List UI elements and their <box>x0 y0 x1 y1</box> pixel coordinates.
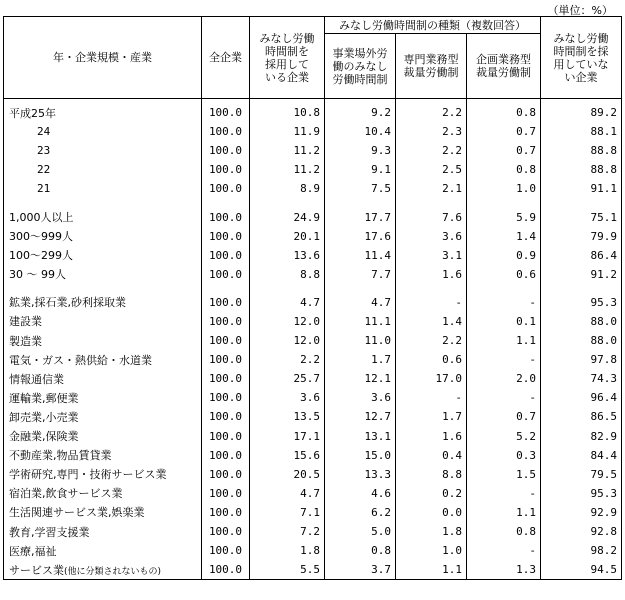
cell-not: 84.4 <box>541 446 622 465</box>
cell-all: 100.0 <box>202 350 250 369</box>
cell-not: 96.4 <box>541 388 622 407</box>
cell-not: 86.5 <box>541 407 622 426</box>
cell-all: 100.0 <box>202 484 250 503</box>
cell-all: 100.0 <box>202 541 250 560</box>
header-type2: 専門業務型 裁量労働制 <box>396 34 467 99</box>
cell-t2: 1.1 <box>396 560 467 580</box>
cell-adopt: 1.8 <box>250 541 325 560</box>
row-label: 学術研究,専門・技術サービス業 <box>4 465 202 484</box>
cell-t1: 10.4 <box>325 122 396 141</box>
cell-all: 100.0 <box>202 141 250 160</box>
cell-t1: 7.7 <box>325 265 396 284</box>
cell-t1: 0.8 <box>325 541 396 560</box>
cell-t2: 2.2 <box>396 331 467 350</box>
row-label-note: (他に分類されないもの) <box>64 566 162 577</box>
cell-not: 94.5 <box>541 560 622 580</box>
cell-t3: 5.9 <box>467 207 541 226</box>
row-label: 300～999人 <box>4 227 202 246</box>
cell-adopt: 11.9 <box>250 122 325 141</box>
cell-not: 88.0 <box>541 312 622 331</box>
cell-t3: 0.7 <box>467 141 541 160</box>
table-row <box>4 541 622 560</box>
cell-all: 100.0 <box>202 522 250 541</box>
cell-t3: 1.0 <box>467 179 541 198</box>
cell-t3: 0.1 <box>467 312 541 331</box>
table-row <box>4 227 622 246</box>
cell-t2: - <box>396 388 467 407</box>
cell-all: 100.0 <box>202 160 250 179</box>
cell-adopt: 7.2 <box>250 522 325 541</box>
header-all: 全企業 <box>202 17 250 99</box>
cell-not: 74.3 <box>541 369 622 388</box>
cell-adopt: 24.9 <box>250 207 325 226</box>
table-row <box>4 369 622 388</box>
cell-adopt: 4.7 <box>250 484 325 503</box>
cell-t1: 9.2 <box>325 99 396 123</box>
row-label: 電気・ガス・熱供給・水道業 <box>4 350 202 369</box>
cell-t2: 1.7 <box>396 407 467 426</box>
cell-t3: 1.1 <box>467 503 541 522</box>
cell-adopt: 3.6 <box>250 388 325 407</box>
cell-t2: 2.2 <box>396 141 467 160</box>
row-label: 医療,福祉 <box>4 541 202 560</box>
cell-t1: 17.7 <box>325 207 396 226</box>
cell-t2: 0.6 <box>396 350 467 369</box>
cell-not: 75.1 <box>541 207 622 226</box>
cell-t1: 6.2 <box>325 503 396 522</box>
table-row <box>4 160 622 179</box>
cell-t2: - <box>396 293 467 312</box>
cell-all: 100.0 <box>202 503 250 522</box>
row-label: 金融業,保険業 <box>4 427 202 446</box>
cell-t2: 2.2 <box>396 99 467 123</box>
cell-t3: - <box>467 388 541 407</box>
cell-adopt: 2.2 <box>250 350 325 369</box>
cell-t2: 8.8 <box>396 465 467 484</box>
header-type3: 企画業務型 裁量労働制 <box>467 34 541 99</box>
group-spacer <box>4 284 622 293</box>
group-spacer <box>4 198 622 207</box>
cell-t1: 3.7 <box>325 560 396 580</box>
cell-adopt: 8.8 <box>250 265 325 284</box>
cell-t2: 2.3 <box>396 122 467 141</box>
row-label: 製造業 <box>4 331 202 350</box>
cell-all: 100.0 <box>202 388 250 407</box>
table-row <box>4 246 622 265</box>
cell-t2: 7.6 <box>396 207 467 226</box>
cell-t3: 0.8 <box>467 160 541 179</box>
row-label: 鉱業,採石業,砂利採取業 <box>4 293 202 312</box>
cell-t1: 11.1 <box>325 312 396 331</box>
cell-adopt: 13.5 <box>250 407 325 426</box>
cell-t1: 9.3 <box>325 141 396 160</box>
cell-t2: 0.0 <box>396 503 467 522</box>
cell-all: 100.0 <box>202 407 250 426</box>
header-group-title: みなし労働時間制の種類（複数回答） <box>325 17 541 34</box>
cell-not: 79.5 <box>541 465 622 484</box>
cell-not: 92.8 <box>541 522 622 541</box>
cell-t3: 0.3 <box>467 446 541 465</box>
cell-t1: 13.3 <box>325 465 396 484</box>
cell-adopt: 20.1 <box>250 227 325 246</box>
row-label: 情報通信業 <box>4 369 202 388</box>
cell-t2: 2.5 <box>396 160 467 179</box>
cell-not: 88.8 <box>541 141 622 160</box>
cell-all: 100.0 <box>202 99 250 123</box>
cell-t3: 2.0 <box>467 369 541 388</box>
row-label: 生活関連サービス業,娯楽業 <box>4 503 202 522</box>
cell-not: 82.9 <box>541 427 622 446</box>
cell-t1: 4.6 <box>325 484 396 503</box>
cell-all: 100.0 <box>202 246 250 265</box>
cell-all: 100.0 <box>202 465 250 484</box>
cell-all: 100.0 <box>202 207 250 226</box>
cell-t2: 1.4 <box>396 312 467 331</box>
cell-all: 100.0 <box>202 312 250 331</box>
cell-not: 91.2 <box>541 265 622 284</box>
cell-not: 91.1 <box>541 179 622 198</box>
cell-t2: 1.8 <box>396 522 467 541</box>
cell-t2: 0.4 <box>396 446 467 465</box>
cell-t2: 2.1 <box>396 179 467 198</box>
cell-all: 100.0 <box>202 293 250 312</box>
cell-adopt: 8.9 <box>250 179 325 198</box>
table-row <box>4 465 622 484</box>
cell-adopt: 7.1 <box>250 503 325 522</box>
table-row <box>4 560 622 580</box>
unit-label: （単位：%） <box>547 4 613 17</box>
row-label: 22 <box>4 160 202 179</box>
cell-t1: 17.6 <box>325 227 396 246</box>
cell-adopt: 12.0 <box>250 312 325 331</box>
table-row <box>4 122 622 141</box>
cell-t1: 9.1 <box>325 160 396 179</box>
cell-not: 88.0 <box>541 331 622 350</box>
cell-t3: 1.5 <box>467 465 541 484</box>
cell-t1: 12.1 <box>325 369 396 388</box>
row-label: サービス業(他に分類されないもの) <box>4 560 202 580</box>
row-label: 運輸業,郵便業 <box>4 388 202 407</box>
cell-not: 95.3 <box>541 484 622 503</box>
cell-t1: 4.7 <box>325 293 396 312</box>
cell-t3: 0.7 <box>467 122 541 141</box>
cell-not: 89.2 <box>541 99 622 123</box>
cell-t2: 17.0 <box>396 369 467 388</box>
cell-t3: 0.6 <box>467 265 541 284</box>
table-row <box>4 407 622 426</box>
cell-not: 88.1 <box>541 122 622 141</box>
table-row <box>4 388 622 407</box>
cell-t2: 1.6 <box>396 427 467 446</box>
cell-all: 100.0 <box>202 369 250 388</box>
row-label: 21 <box>4 179 202 198</box>
cell-adopt: 17.1 <box>250 427 325 446</box>
cell-t3: 1.4 <box>467 227 541 246</box>
cell-t3: - <box>467 484 541 503</box>
table-row <box>4 503 622 522</box>
cell-adopt: 11.2 <box>250 160 325 179</box>
cell-t2: 3.1 <box>396 246 467 265</box>
table-row <box>4 99 622 123</box>
row-label: 30 ～ 99人 <box>4 265 202 284</box>
cell-t2: 1.0 <box>396 541 467 560</box>
table-row <box>4 484 622 503</box>
cell-t3: 0.7 <box>467 407 541 426</box>
row-label: 平成25年 <box>4 99 202 123</box>
cell-t1: 15.0 <box>325 446 396 465</box>
cell-t3: 5.2 <box>467 427 541 446</box>
cell-t3: 1.1 <box>467 331 541 350</box>
cell-t3: - <box>467 350 541 369</box>
cell-all: 100.0 <box>202 560 250 580</box>
cell-adopt: 10.8 <box>250 99 325 123</box>
table-row <box>4 312 622 331</box>
cell-all: 100.0 <box>202 227 250 246</box>
row-label: 23 <box>4 141 202 160</box>
cell-t3: 0.8 <box>467 522 541 541</box>
cell-not: 86.4 <box>541 246 622 265</box>
header-not-adopting: みなし労働 時間制を採 用していな い企業 <box>541 17 622 99</box>
row-label: 宿泊業,飲食サービス業 <box>4 484 202 503</box>
cell-t1: 11.4 <box>325 246 396 265</box>
table-row <box>4 350 622 369</box>
row-label: 不動産業,物品賃貸業 <box>4 446 202 465</box>
table-row <box>4 207 622 226</box>
row-label: 100～299人 <box>4 246 202 265</box>
cell-t3: 1.3 <box>467 560 541 580</box>
cell-t1: 5.0 <box>325 522 396 541</box>
row-label: 教育,学習支援業 <box>4 522 202 541</box>
cell-adopt: 11.2 <box>250 141 325 160</box>
cell-all: 100.0 <box>202 122 250 141</box>
header-type1: 事業場外労 働のみなし 労働時間制 <box>325 34 396 99</box>
cell-adopt: 4.7 <box>250 293 325 312</box>
cell-t3: - <box>467 541 541 560</box>
cell-t1: 3.6 <box>325 388 396 407</box>
cell-adopt: 13.6 <box>250 246 325 265</box>
table-row <box>4 265 622 284</box>
cell-t3: 0.9 <box>467 246 541 265</box>
row-label: 1,000人以上 <box>4 207 202 226</box>
cell-adopt: 20.5 <box>250 465 325 484</box>
table-row <box>4 293 622 312</box>
header-category: 年・企業規模・産業 <box>4 17 202 99</box>
table-body <box>4 99 622 580</box>
header-adopting: みなし労働 時間制を 採用して いる企業 <box>250 17 325 99</box>
table-row <box>4 179 622 198</box>
row-label: 卸売業,小売業 <box>4 407 202 426</box>
table-row <box>4 427 622 446</box>
cell-t1: 11.0 <box>325 331 396 350</box>
labor-time-table <box>3 16 622 580</box>
cell-t3: 0.8 <box>467 99 541 123</box>
cell-t1: 7.5 <box>325 179 396 198</box>
cell-t2: 1.6 <box>396 265 467 284</box>
cell-t1: 12.7 <box>325 407 396 426</box>
table-row <box>4 331 622 350</box>
cell-all: 100.0 <box>202 331 250 350</box>
cell-not: 88.8 <box>541 160 622 179</box>
cell-adopt: 25.7 <box>250 369 325 388</box>
cell-not: 95.3 <box>541 293 622 312</box>
table-header <box>4 17 622 99</box>
row-label: 24 <box>4 122 202 141</box>
cell-not: 97.8 <box>541 350 622 369</box>
cell-not: 92.9 <box>541 503 622 522</box>
row-label: 建設業 <box>4 312 202 331</box>
cell-all: 100.0 <box>202 265 250 284</box>
cell-all: 100.0 <box>202 179 250 198</box>
cell-t2: 0.2 <box>396 484 467 503</box>
cell-adopt: 12.0 <box>250 331 325 350</box>
cell-t1: 13.1 <box>325 427 396 446</box>
cell-not: 79.9 <box>541 227 622 246</box>
cell-adopt: 15.6 <box>250 446 325 465</box>
cell-t2: 3.6 <box>396 227 467 246</box>
table-row <box>4 446 622 465</box>
cell-all: 100.0 <box>202 446 250 465</box>
cell-all: 100.0 <box>202 427 250 446</box>
table-row <box>4 522 622 541</box>
cell-t1: 1.7 <box>325 350 396 369</box>
cell-t3: - <box>467 293 541 312</box>
cell-not: 98.2 <box>541 541 622 560</box>
cell-adopt: 5.5 <box>250 560 325 580</box>
table-row <box>4 141 622 160</box>
